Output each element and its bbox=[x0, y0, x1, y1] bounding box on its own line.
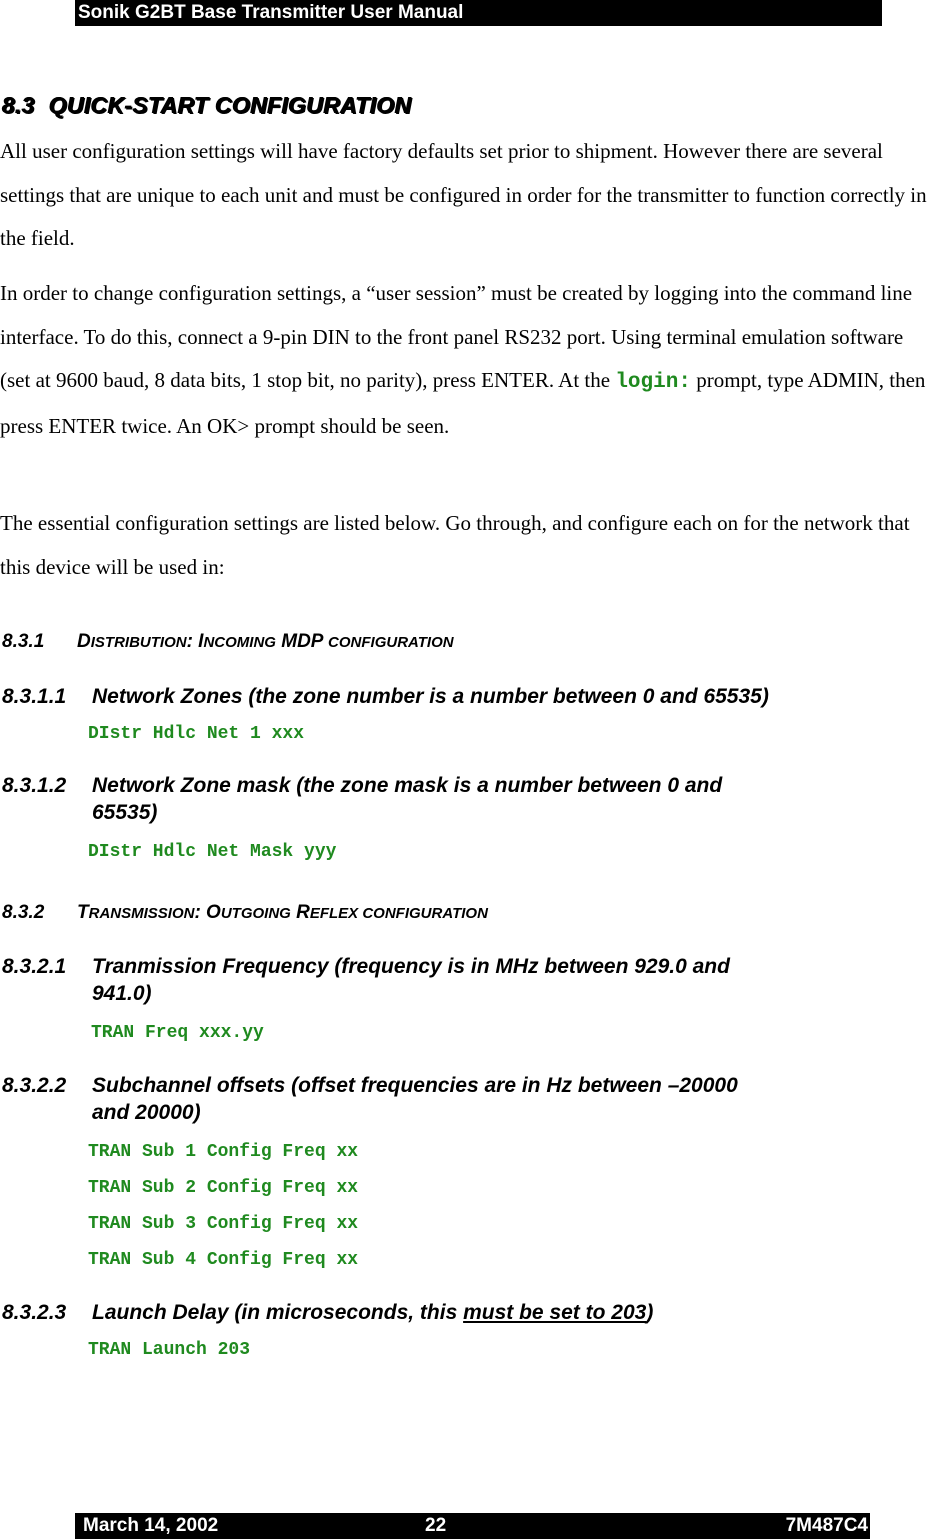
command-tran-sub-3: TRAN Sub 3 Config Freq xx bbox=[88, 1214, 359, 1234]
subsection-number: 8.3.1 bbox=[2, 631, 45, 652]
heading-8-3-1-1: 8.3.1.1 Network Zones (the zone number is a number between 0 and 65535) bbox=[2, 685, 769, 708]
command-tran-freq: TRAN Freq xxx.yy bbox=[91, 1023, 264, 1043]
command-distr-net: DIstr Hdlc Net 1 xxx bbox=[88, 724, 305, 744]
underlined-requirement: must be set to 203 bbox=[463, 1301, 647, 1324]
section-number: 8.3 bbox=[2, 92, 35, 118]
page-footer bbox=[75, 1513, 870, 1539]
heading-8-3-2-1: 8.3.2.1 Tranmission Frequency (frequency is in MHz between 929.0 and 941.0) bbox=[2, 955, 730, 1005]
header-title: Sonik G2BT Base Transmitter User Manual bbox=[78, 2, 464, 23]
essential-paragraph: The essential configuration settings are listed below. Go through, and configure each on for the network that this device will be used in: bbox=[0, 511, 910, 579]
command-tran-sub-2: TRAN Sub 2 Config Freq xx bbox=[88, 1178, 359, 1198]
section-title bbox=[2, 92, 412, 119]
intro-paragraph: All user configuration settings will have factory defaults set prior to shipment. However there are several settings that are unique to each unit and must be configured in order for the transmitter to function correctly in the field. bbox=[0, 139, 927, 250]
running-header bbox=[75, 0, 882, 26]
command-distr-mask: DIstr Hdlc Net Mask yyy bbox=[88, 842, 337, 862]
subsection-8-3-1: 8.3.1 DISTRIBUTION: INCOMING MDP CONFIGURATION bbox=[2, 631, 454, 652]
footer-doc-id: 7M487C4 bbox=[785, 1515, 868, 1536]
session-paragraph bbox=[0, 272, 935, 448]
command-tran-launch: TRAN Launch 203 bbox=[88, 1340, 251, 1360]
command-tran-sub-1: TRAN Sub 1 Config Freq xx bbox=[88, 1142, 359, 1162]
subsection-8-3-2: 8.3.2 TRANSMISSION: OUTGOING REFLEX CONFIGURATION bbox=[2, 902, 488, 923]
command-tran-sub-4: TRAN Sub 4 Config Freq xx bbox=[88, 1250, 359, 1270]
login-prompt-code: login: bbox=[615, 371, 691, 394]
footer-page-number: 22 bbox=[425, 1515, 447, 1536]
session-text-b: prompt, type ADMIN, then press ENTER twice. An OK> prompt should be seen. bbox=[0, 368, 926, 438]
section-title-text: QUICK-START CONFIGURATION bbox=[48, 92, 412, 118]
subsection-number: 8.3.2 bbox=[2, 902, 45, 923]
session-text-a: In order to change configuration settings, a “user session” must be created by logging into the command line interface. To do this, connect a 9-pin DIN to the front panel RS232 port. Using terminal emulation software (set at 9600 baud, 8 data bits, 1 stop bit, no parity), press ENTER. At the bbox=[0, 281, 913, 392]
footer-date: March 14, 2002 bbox=[83, 1515, 219, 1536]
heading-8-3-2-2: 8.3.2.2 Subchannel offsets (offset frequencies are in Hz between –20000 and 20000) bbox=[2, 1074, 738, 1124]
heading-8-3-2-3: 8.3.2.3 Launch Delay (in microseconds, this must be set to 203) bbox=[2, 1301, 654, 1324]
heading-8-3-1-2: 8.3.1.2 Network Zone mask (the zone mask is a number between 0 and 65535) bbox=[2, 774, 723, 824]
